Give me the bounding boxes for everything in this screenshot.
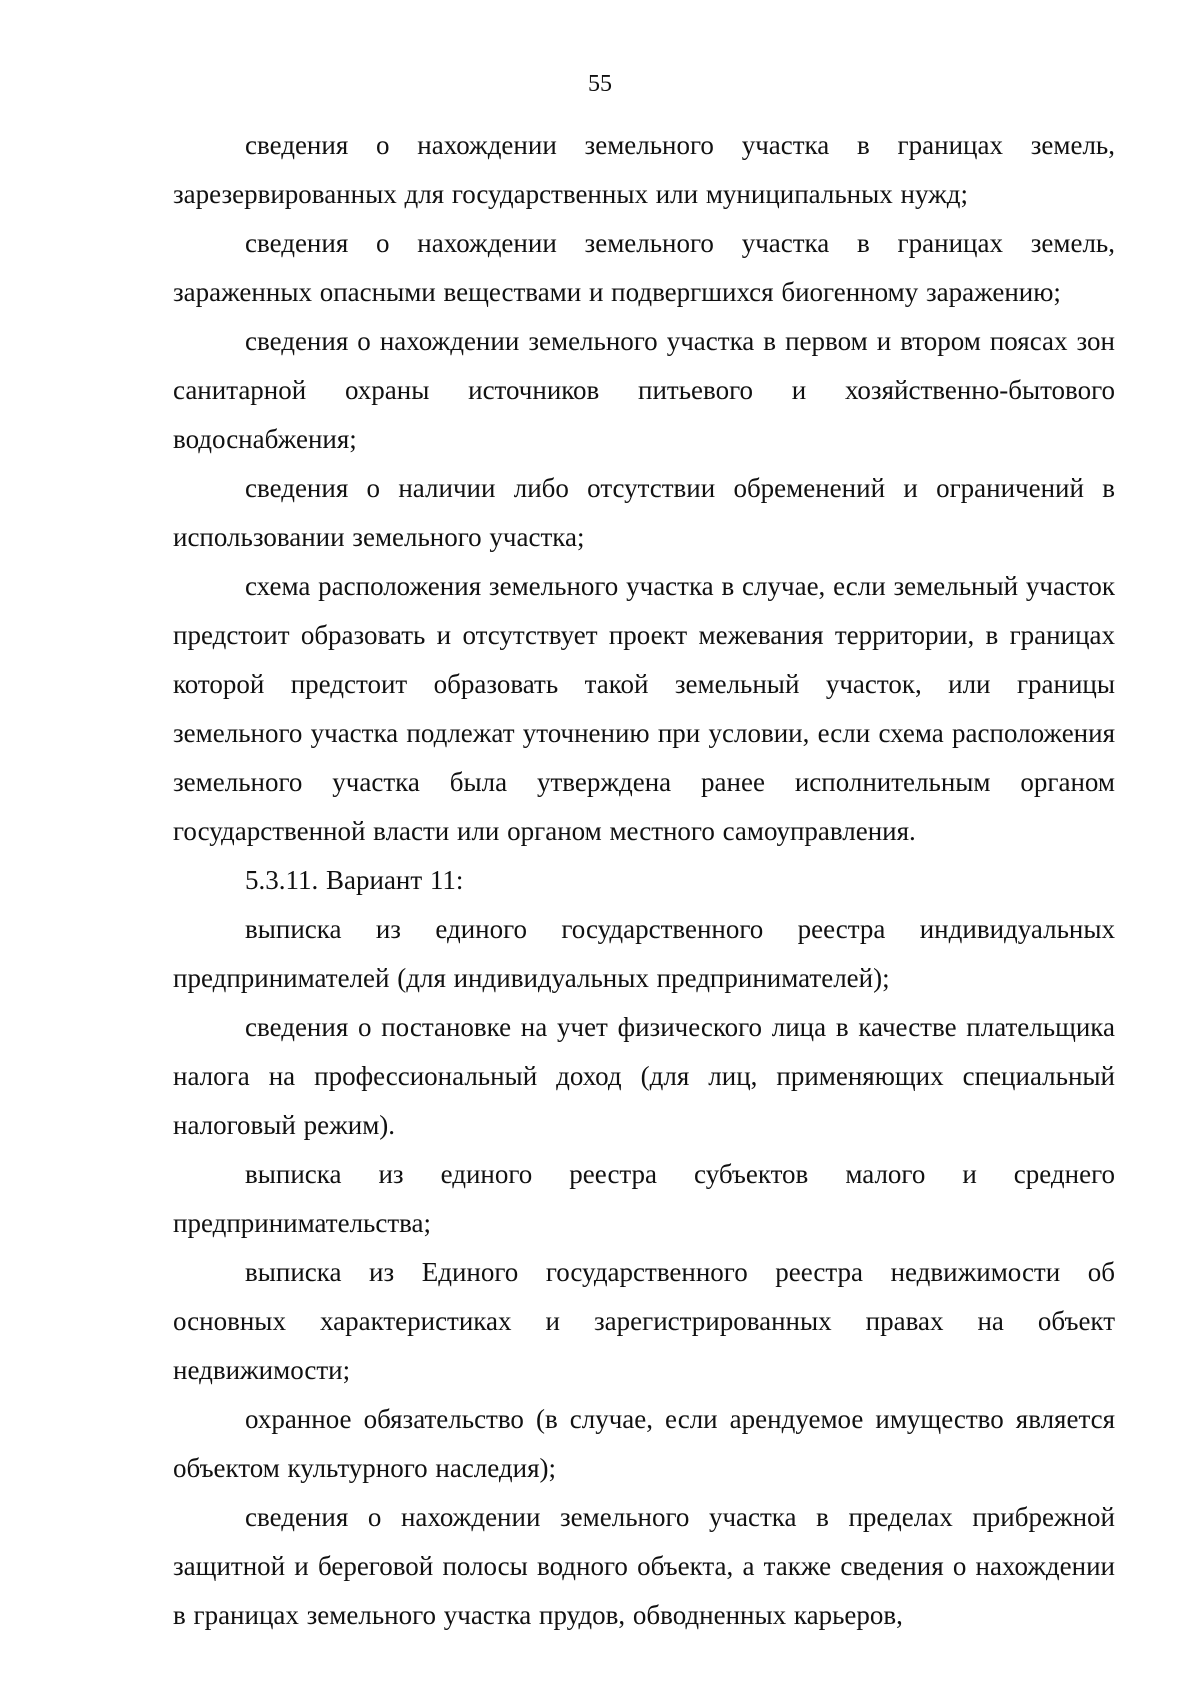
paragraph-contaminated-lands: сведения о нахождении земельного участка в границах земель, зараженных опасными веществами и подвергшихся биогенному заражению; (173, 228, 1115, 307)
paragraph-layout-scheme: схема расположения земельного участка в случае, если земельный участок предстоит образовать и отсутствует проект межевания территории, в границах которой предстоит образовать такой земельный участок, или границы земельного участка подлежат уточнению при условии, если схема расположения земельного участка была утверждена ранее исполнительным органом государственной власти или органом местного самоуправления. (173, 571, 1115, 846)
paragraph-sme-registry: выписка из единого реестра субъектов малого и среднего предпринимательства; (173, 1159, 1115, 1238)
paragraph-reserved-lands: сведения о нахождении земельного участка в границах земель, зарезервированных для государственных или муниципальных нужд; (173, 130, 1115, 209)
paragraph-water-protection: сведения о нахождении земельного участка в пределах прибрежной защитной и береговой полосы водного объекта, а также сведения о нахождении в границах земельного участка прудов, обводненных карьеров, (173, 1502, 1115, 1630)
paragraph-heritage-obligation: охранное обязательство (в случае, если арендуемое имущество является объектом культурного наследия); (173, 1404, 1115, 1483)
section-heading-variant-11: 5.3.11. Вариант 11: (245, 865, 464, 895)
paragraph-egrn-extract: выписка из Единого государственного реестра недвижимости об основных характеристиках и зарегистрированных правах на объект недвижимости; (173, 1257, 1115, 1385)
paragraph-self-employed-tax: сведения о постановке на учет физического лица в качестве плательщика налога на профессиональный доход (для лиц, применяющих специальный налоговый режим). (173, 1012, 1115, 1140)
paragraph-sanitary-zones: сведения о нахождении земельного участка в первом и втором поясах зон санитарной охраны источников питьевого и хозяйственно-бытового водоснабжения; (173, 326, 1115, 454)
document-body (173, 121, 1115, 1640)
page-number: 55 (588, 71, 612, 97)
paragraph-egrip-extract: выписка из единого государственного реестра индивидуальных предпринимателей (для индивидуальных предпринимателей); (173, 914, 1115, 993)
paragraph-encumbrances: сведения о наличии либо отсутствии обременений и ограничений в использовании земельного участка; (173, 473, 1115, 552)
